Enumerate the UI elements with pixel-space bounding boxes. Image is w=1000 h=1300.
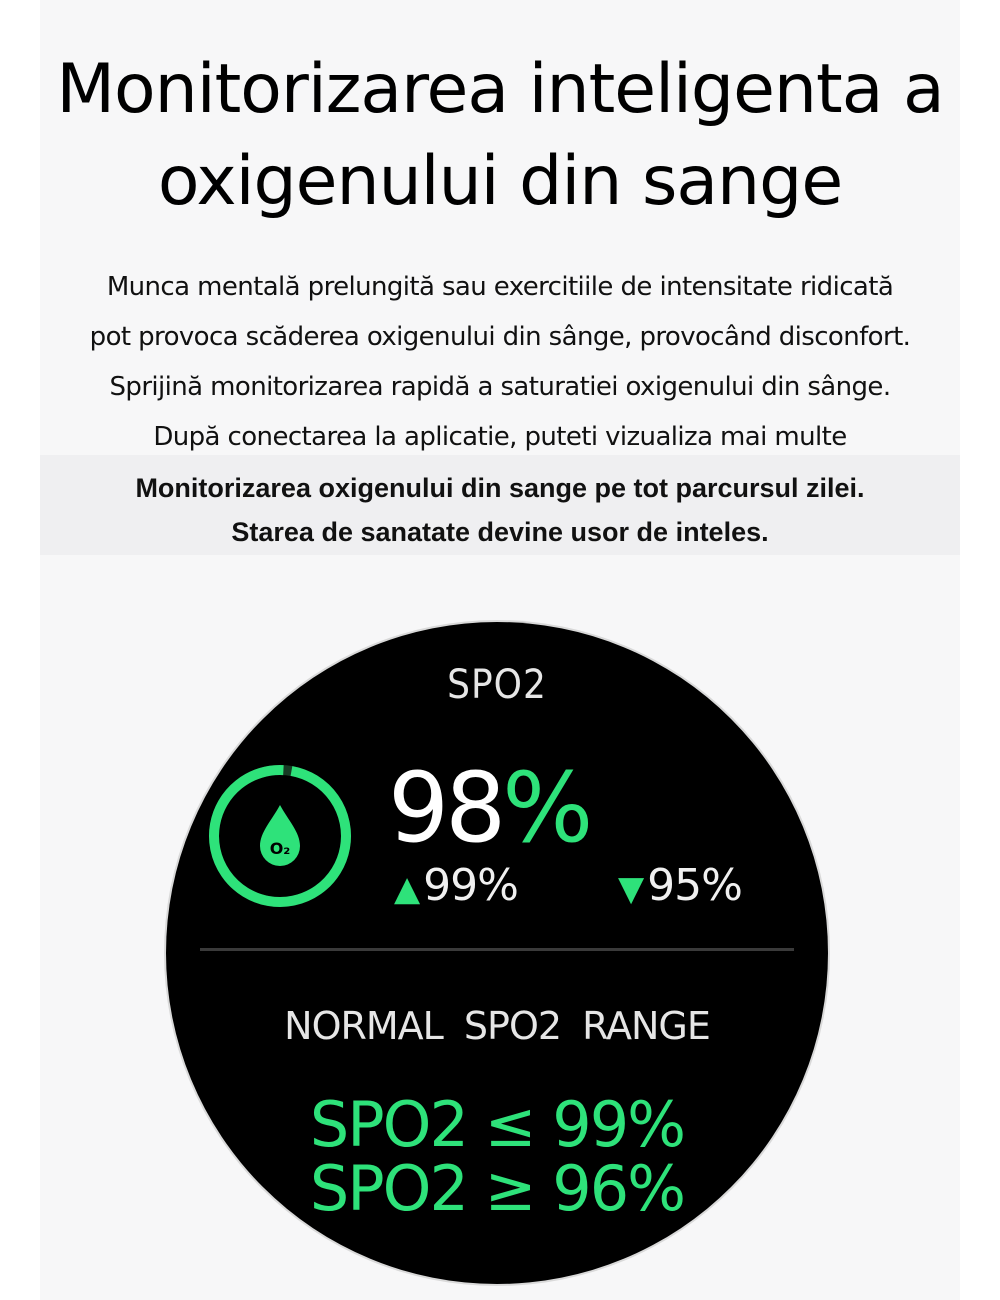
- headline: [0, 44, 1000, 228]
- headline-line-2: oxigenului din sange: [157, 142, 843, 221]
- range-upper: SPO2 ≤ 99%: [309, 1088, 685, 1161]
- description-line: Munca mentală prelungită sau exercitiile de intensitate ridicată: [106, 272, 894, 302]
- divider: [200, 948, 794, 951]
- range-lower: SPO2 ≥ 96%: [309, 1152, 685, 1225]
- up-triangle-icon: ▲: [394, 869, 420, 909]
- normal-range-label: NORMAL SPO2 RANGE: [284, 1004, 710, 1048]
- spo2-unit: %: [502, 752, 590, 864]
- description-line: După conectarea la aplicatie, puteti vizualiza mai multe: [153, 422, 847, 452]
- highlight-line: Starea de sanatate devine usor de inteles.: [231, 517, 769, 547]
- highlight-line: Monitorizarea oxigenului din sange pe tot parcursul zilei.: [135, 473, 865, 503]
- spo2-ring: [204, 760, 356, 912]
- watch-title: SPO2: [447, 662, 547, 708]
- highlight-text: [0, 466, 1000, 554]
- description-line: pot provoca scăderea oxigenului din sânge, provocând disconfort.: [89, 322, 911, 352]
- o2-label: O₂: [269, 839, 291, 858]
- spo2-value: [388, 752, 589, 864]
- spo2-max-value: 99%: [423, 860, 518, 911]
- description: [0, 262, 1000, 462]
- spo2-min: [618, 860, 742, 911]
- spo2-number: 98: [388, 752, 503, 864]
- spo2-max: [394, 860, 518, 911]
- headline-line-1: Monitorizarea inteligenta a: [56, 50, 944, 129]
- down-triangle-icon: ▼: [618, 869, 644, 909]
- spo2-min-value: 95%: [647, 860, 742, 911]
- watch-face: [166, 622, 828, 1284]
- description-line: Sprijină monitorizarea rapidă a saturatiei oxigenului din sânge.: [109, 372, 891, 402]
